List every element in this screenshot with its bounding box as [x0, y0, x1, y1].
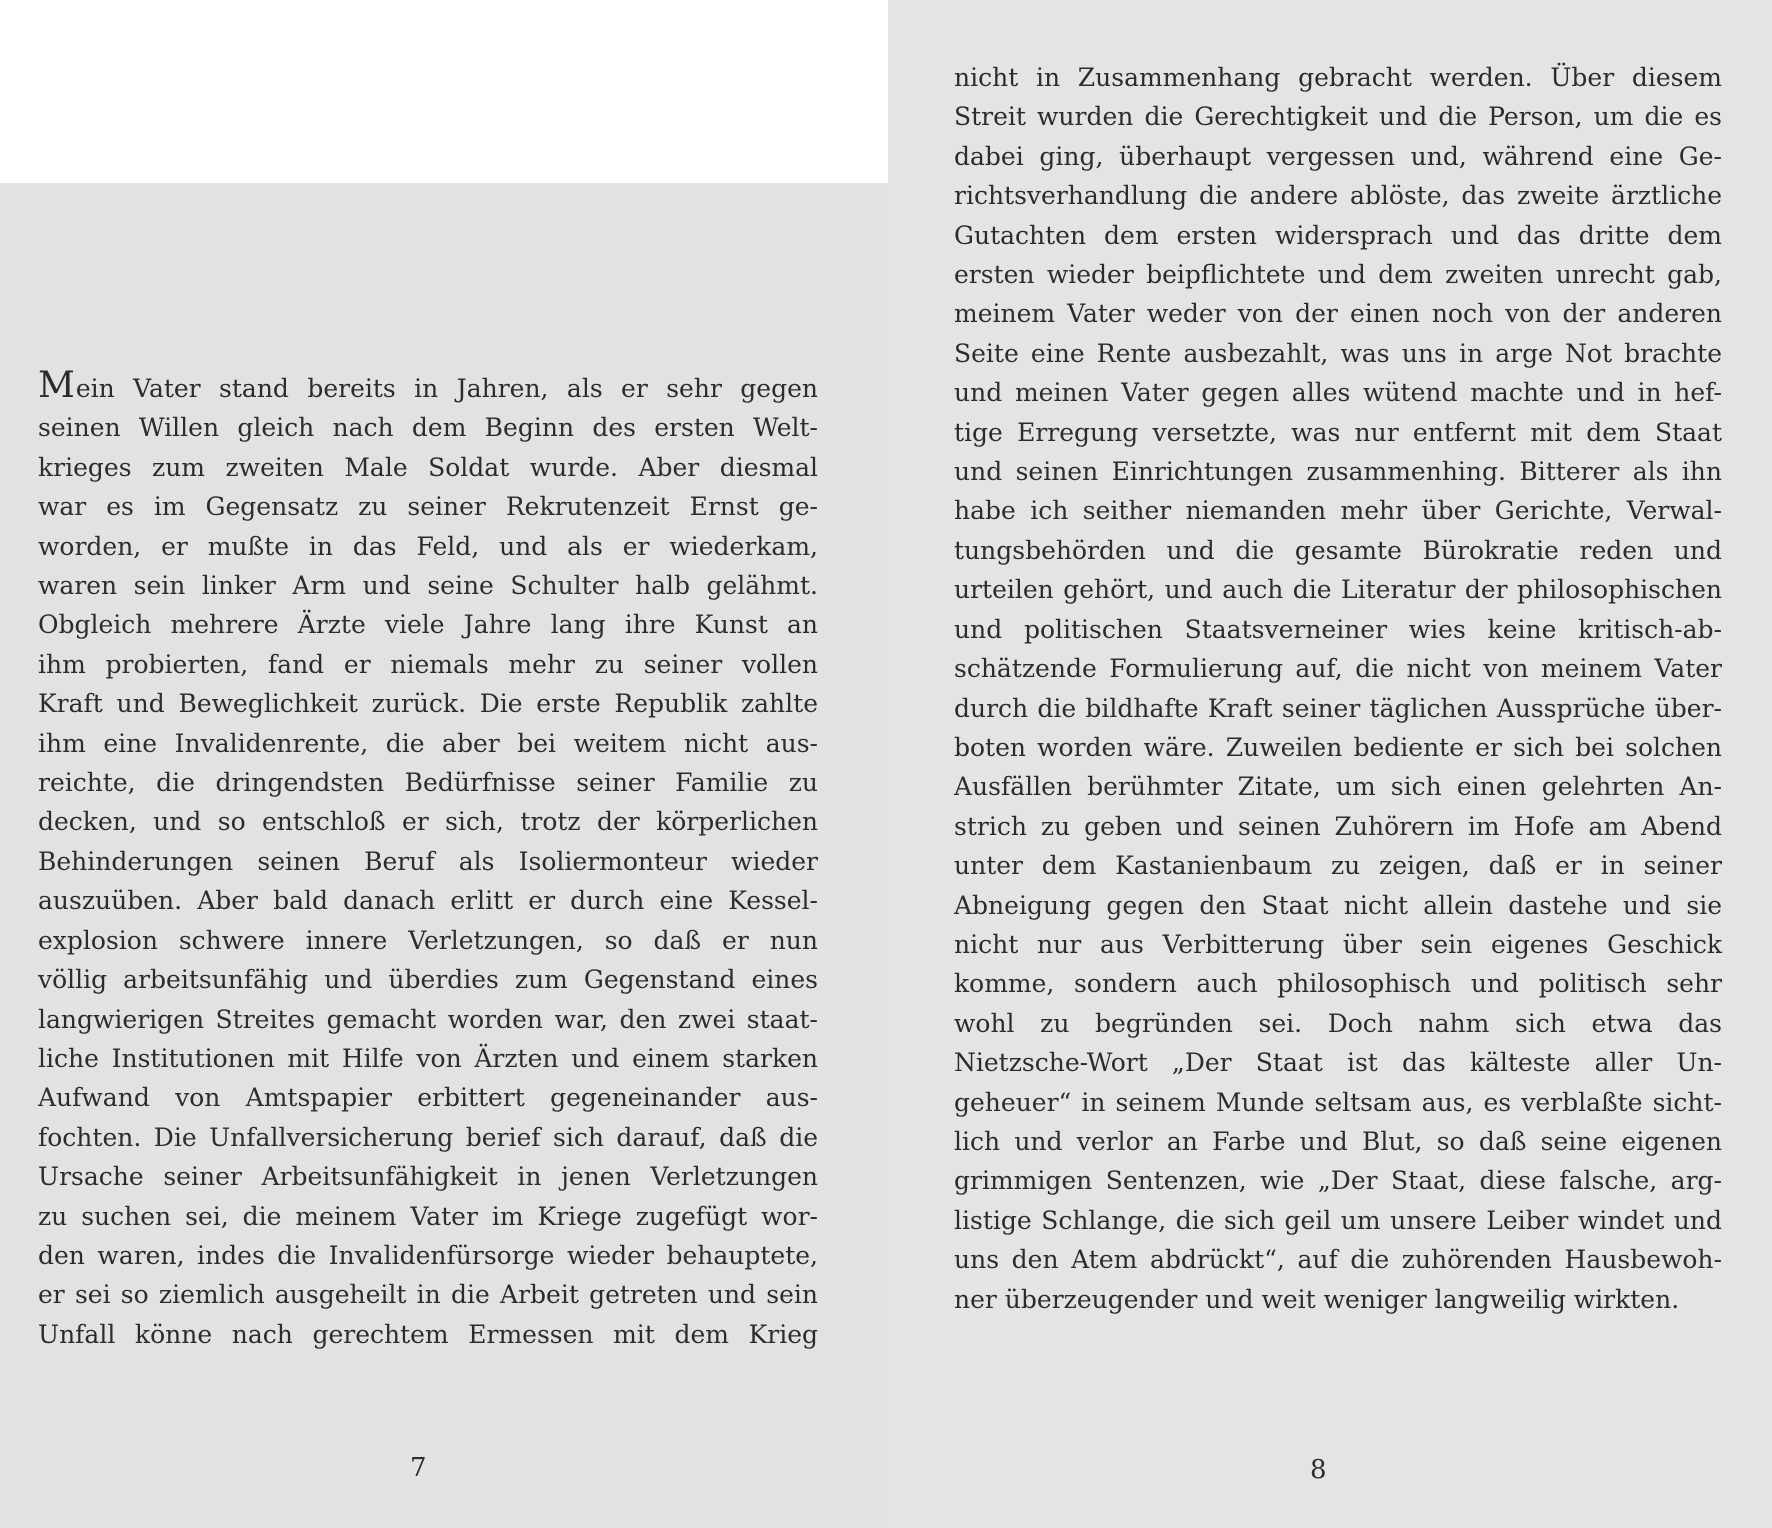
right-line-text: urteilen gehört, und auch die Literatur der philosophischen [954, 575, 1722, 605]
right-text-line [954, 1280, 1722, 1319]
right-line-text: unter dem Kastanienbaum zu zeigen, daß er in seiner [954, 851, 1722, 881]
left-text-line [38, 1078, 818, 1117]
left-line-text: den waren, indes die Invalidenfürsorge wieder behauptete, [38, 1240, 818, 1270]
left-line-text: seinen Willen gleich nach dem Beginn des ersten Welt- [38, 413, 818, 443]
left-line-text: war es im Gegensatz zu seiner Rekrutenzeit Ernst ge- [38, 492, 818, 522]
left-line-text: reichte, die dringendsten Bedürfnisse seiner Familie zu [38, 768, 818, 798]
left-text-line [38, 1275, 818, 1314]
right-line-text: Streit wurden die Gerechtigkeit und die Person, um die es [954, 102, 1722, 132]
right-line-text: meinem Vater weder von der einen noch von der anderen [954, 299, 1722, 329]
left-line-text: Behinderungen seinen Beruf als Isoliermonteur wieder [38, 846, 818, 876]
left-text-line [38, 527, 818, 566]
left-page [0, 183, 888, 1528]
right-line-text: richtsverhandlung die andere ablöste, das zweite ärztliche [954, 181, 1722, 211]
right-text-line [954, 767, 1722, 806]
left-line-text: zu suchen sei, die meinem Vater im Kriege zugefügt wor- [38, 1201, 818, 1231]
left-line-text: langwierigen Streites gemacht worden war, den zwei staat- [38, 1004, 818, 1034]
right-text-line [954, 846, 1722, 885]
left-text-line [38, 1039, 818, 1078]
left-line-text: waren sein linker Arm und seine Schulter halb gelähmt. [38, 571, 818, 601]
right-line-text: Abneigung gegen den Staat nicht allein dastehe und sie [954, 890, 1722, 920]
left-text-line [38, 566, 818, 605]
left-line-text: völlig arbeitsunfähig und überdies zum Gegenstand eines [38, 965, 818, 995]
left-line-text: Ursache seiner Arbeitsunfähigkeit in jenen Verletzungen [38, 1162, 818, 1192]
right-text-line [954, 216, 1722, 255]
right-text-line [954, 1201, 1722, 1240]
left-page-text [38, 365, 818, 1354]
right-text-line [954, 807, 1722, 846]
left-text-line [38, 487, 818, 526]
right-line-text: dabei ging, überhaupt vergessen und, während eine Ge- [954, 141, 1722, 171]
left-line-text: Kraft und Beweglichkeit zurück. Die erste Republik zahlte [38, 689, 818, 719]
right-text-line [954, 689, 1722, 728]
right-line-text: habe ich seither niemanden mehr über Gerichte, Verwal- [954, 496, 1722, 526]
left-text-line [38, 1197, 818, 1236]
right-line-text: boten worden wäre. Zuweilen bediente er sich bei solchen [954, 732, 1722, 762]
left-text-line [38, 605, 818, 644]
right-text-line [954, 1161, 1722, 1200]
left-text-line [38, 724, 818, 763]
left-line-text: er sei so ziemlich ausgeheilt in die Arbeit getreten und sein [38, 1280, 818, 1310]
left-line-text: Obgleich mehrere Ärzte viele Jahre lang ihre Kunst an [38, 610, 818, 640]
right-line-text: komme, sondern auch philosophisch und politisch sehr [954, 969, 1722, 999]
right-line-text: und seinen Einrichtungen zusammenhing. Bitterer als ihn [954, 457, 1722, 487]
left-text-line [38, 960, 818, 999]
right-line-text: und meinen Vater gegen alles wütend machte und in hef- [954, 378, 1722, 408]
drop-cap: M [38, 365, 76, 406]
right-line-text: Ausfällen berühmter Zitate, um sich einen gelehrten An- [954, 772, 1722, 802]
left-text-line [38, 1157, 818, 1196]
right-line-text: geheuer“ in seinem Munde seltsam aus, es verblaßte sicht- [954, 1087, 1722, 1117]
right-text-line [954, 964, 1722, 1003]
left-line-text: fochten. Die Unfallversicherung berief sich darauf, daß die [38, 1122, 818, 1152]
right-text-line [954, 1122, 1722, 1161]
left-text-line [38, 842, 818, 881]
right-text-line [954, 97, 1722, 136]
right-line-text: ersten wieder beipflichtete und dem zweiten unrecht gab, [954, 260, 1722, 290]
left-line-text: krieges zum zweiten Male Soldat wurde. Aber diesmal [38, 452, 818, 482]
right-line-text: lich und verlor an Farbe und Blut, so daß seine eigenen [954, 1126, 1722, 1156]
right-line-text: tige Erregung versetzte, was nur entfernt mit dem Staat [954, 417, 1722, 447]
page-number-left: 7 [410, 1453, 427, 1483]
right-text-line [954, 1004, 1722, 1043]
right-text-line [954, 255, 1722, 294]
left-text-line [38, 365, 818, 408]
left-text-line [38, 802, 818, 841]
right-line-text: listige Schlange, die sich geil um unsere Leiber windet und [954, 1205, 1722, 1235]
right-line-text: nicht in Zusammenhang gebracht werden. Über diesem [954, 63, 1722, 92]
left-text-line [38, 408, 818, 447]
right-text-line [954, 413, 1722, 452]
right-text-line [954, 176, 1722, 215]
right-text-line [954, 649, 1722, 688]
left-text-line [38, 645, 818, 684]
right-text-line [954, 1043, 1722, 1082]
right-page [888, 0, 1772, 1528]
left-line-text: auszuüben. Aber bald danach erlitt er durch eine Kessel- [38, 886, 818, 916]
left-line-text: worden, er mußte in das Feld, und als er wiederkam, [38, 531, 818, 561]
right-text-line [954, 1240, 1722, 1279]
left-text-line [38, 921, 818, 960]
right-line-text: uns den Atem abdrückt“, auf die zuhörenden Hausbewoh- [954, 1245, 1722, 1275]
right-text-line [954, 452, 1722, 491]
left-line-text: ihm probierten, fand er niemals mehr zu seiner vollen [38, 649, 818, 679]
right-line-text: Gutachten dem ersten widersprach und das dritte dem [954, 220, 1722, 250]
right-text-line [954, 1083, 1722, 1122]
right-text-line [954, 610, 1722, 649]
left-text-line [38, 1236, 818, 1275]
right-line-text: strich zu geben und seinen Zuhörern im Hofe am Abend [954, 811, 1722, 841]
left-text-line [38, 881, 818, 920]
left-line-text: ihm eine Invalidenrente, die aber bei weitem nicht aus- [38, 728, 818, 758]
left-line-text: Aufwand von Amtspapier erbittert gegeneinander aus- [38, 1083, 818, 1113]
right-line-text: schätzende Formulierung auf, die nicht von meinem Vater [954, 654, 1722, 684]
right-line-text: Seite eine Rente ausbezahlt, was uns in arge Not brachte [954, 338, 1722, 368]
right-text-line [954, 137, 1722, 176]
right-line-text: grimmigen Sentenzen, wie „Der Staat, diese falsche, arg- [954, 1166, 1722, 1196]
left-text-line [38, 448, 818, 487]
left-line-text: explosion schwere innere Verletzungen, so daß er nun [38, 925, 818, 955]
right-text-line [954, 886, 1722, 925]
right-text-line [954, 728, 1722, 767]
right-line-text: tungsbehörden und die gesamte Bürokratie reden und [954, 535, 1722, 565]
right-line-text: und politischen Staatsverneiner wies keine kritisch-ab- [954, 614, 1722, 644]
right-line-text: nicht nur aus Verbitterung über sein eigenes Geschick [954, 929, 1722, 959]
right-line-text: wohl zu begründen sei. Doch nahm sich etwa das [954, 1008, 1722, 1038]
right-text-line [954, 531, 1722, 570]
left-line-text: Unfall könne nach gerechtem Ermessen mit dem Krieg [38, 1319, 818, 1349]
left-text-line [38, 684, 818, 723]
right-text-line [954, 294, 1722, 333]
left-text-line [38, 763, 818, 802]
right-line-text: Nietzsche-Wort „Der Staat ist das kälteste aller Un- [954, 1048, 1722, 1078]
page-number-right: 8 [1310, 1455, 1327, 1485]
right-text-line [954, 373, 1722, 412]
right-text-line [954, 925, 1722, 964]
left-line-text: ein Vater stand bereits in Jahren, als er sehr gegen [75, 374, 818, 403]
right-text-line [954, 570, 1722, 609]
left-text-line [38, 1315, 818, 1354]
right-text-line [954, 491, 1722, 530]
right-text-line [954, 58, 1722, 97]
right-line-text: durch die bildhafte Kraft seiner täglichen Aussprüche über- [954, 693, 1722, 723]
left-line-text: decken, und so entschloß er sich, trotz der körperlichen [38, 807, 818, 837]
right-page-text [954, 58, 1722, 1319]
left-text-line [38, 1118, 818, 1157]
left-text-line [38, 1000, 818, 1039]
right-line-text: ner überzeugender und weit weniger langweilig wirkten. [954, 1284, 1680, 1314]
right-text-line [954, 334, 1722, 373]
left-line-text: liche Institutionen mit Hilfe von Ärzten und einem starken [38, 1043, 818, 1073]
